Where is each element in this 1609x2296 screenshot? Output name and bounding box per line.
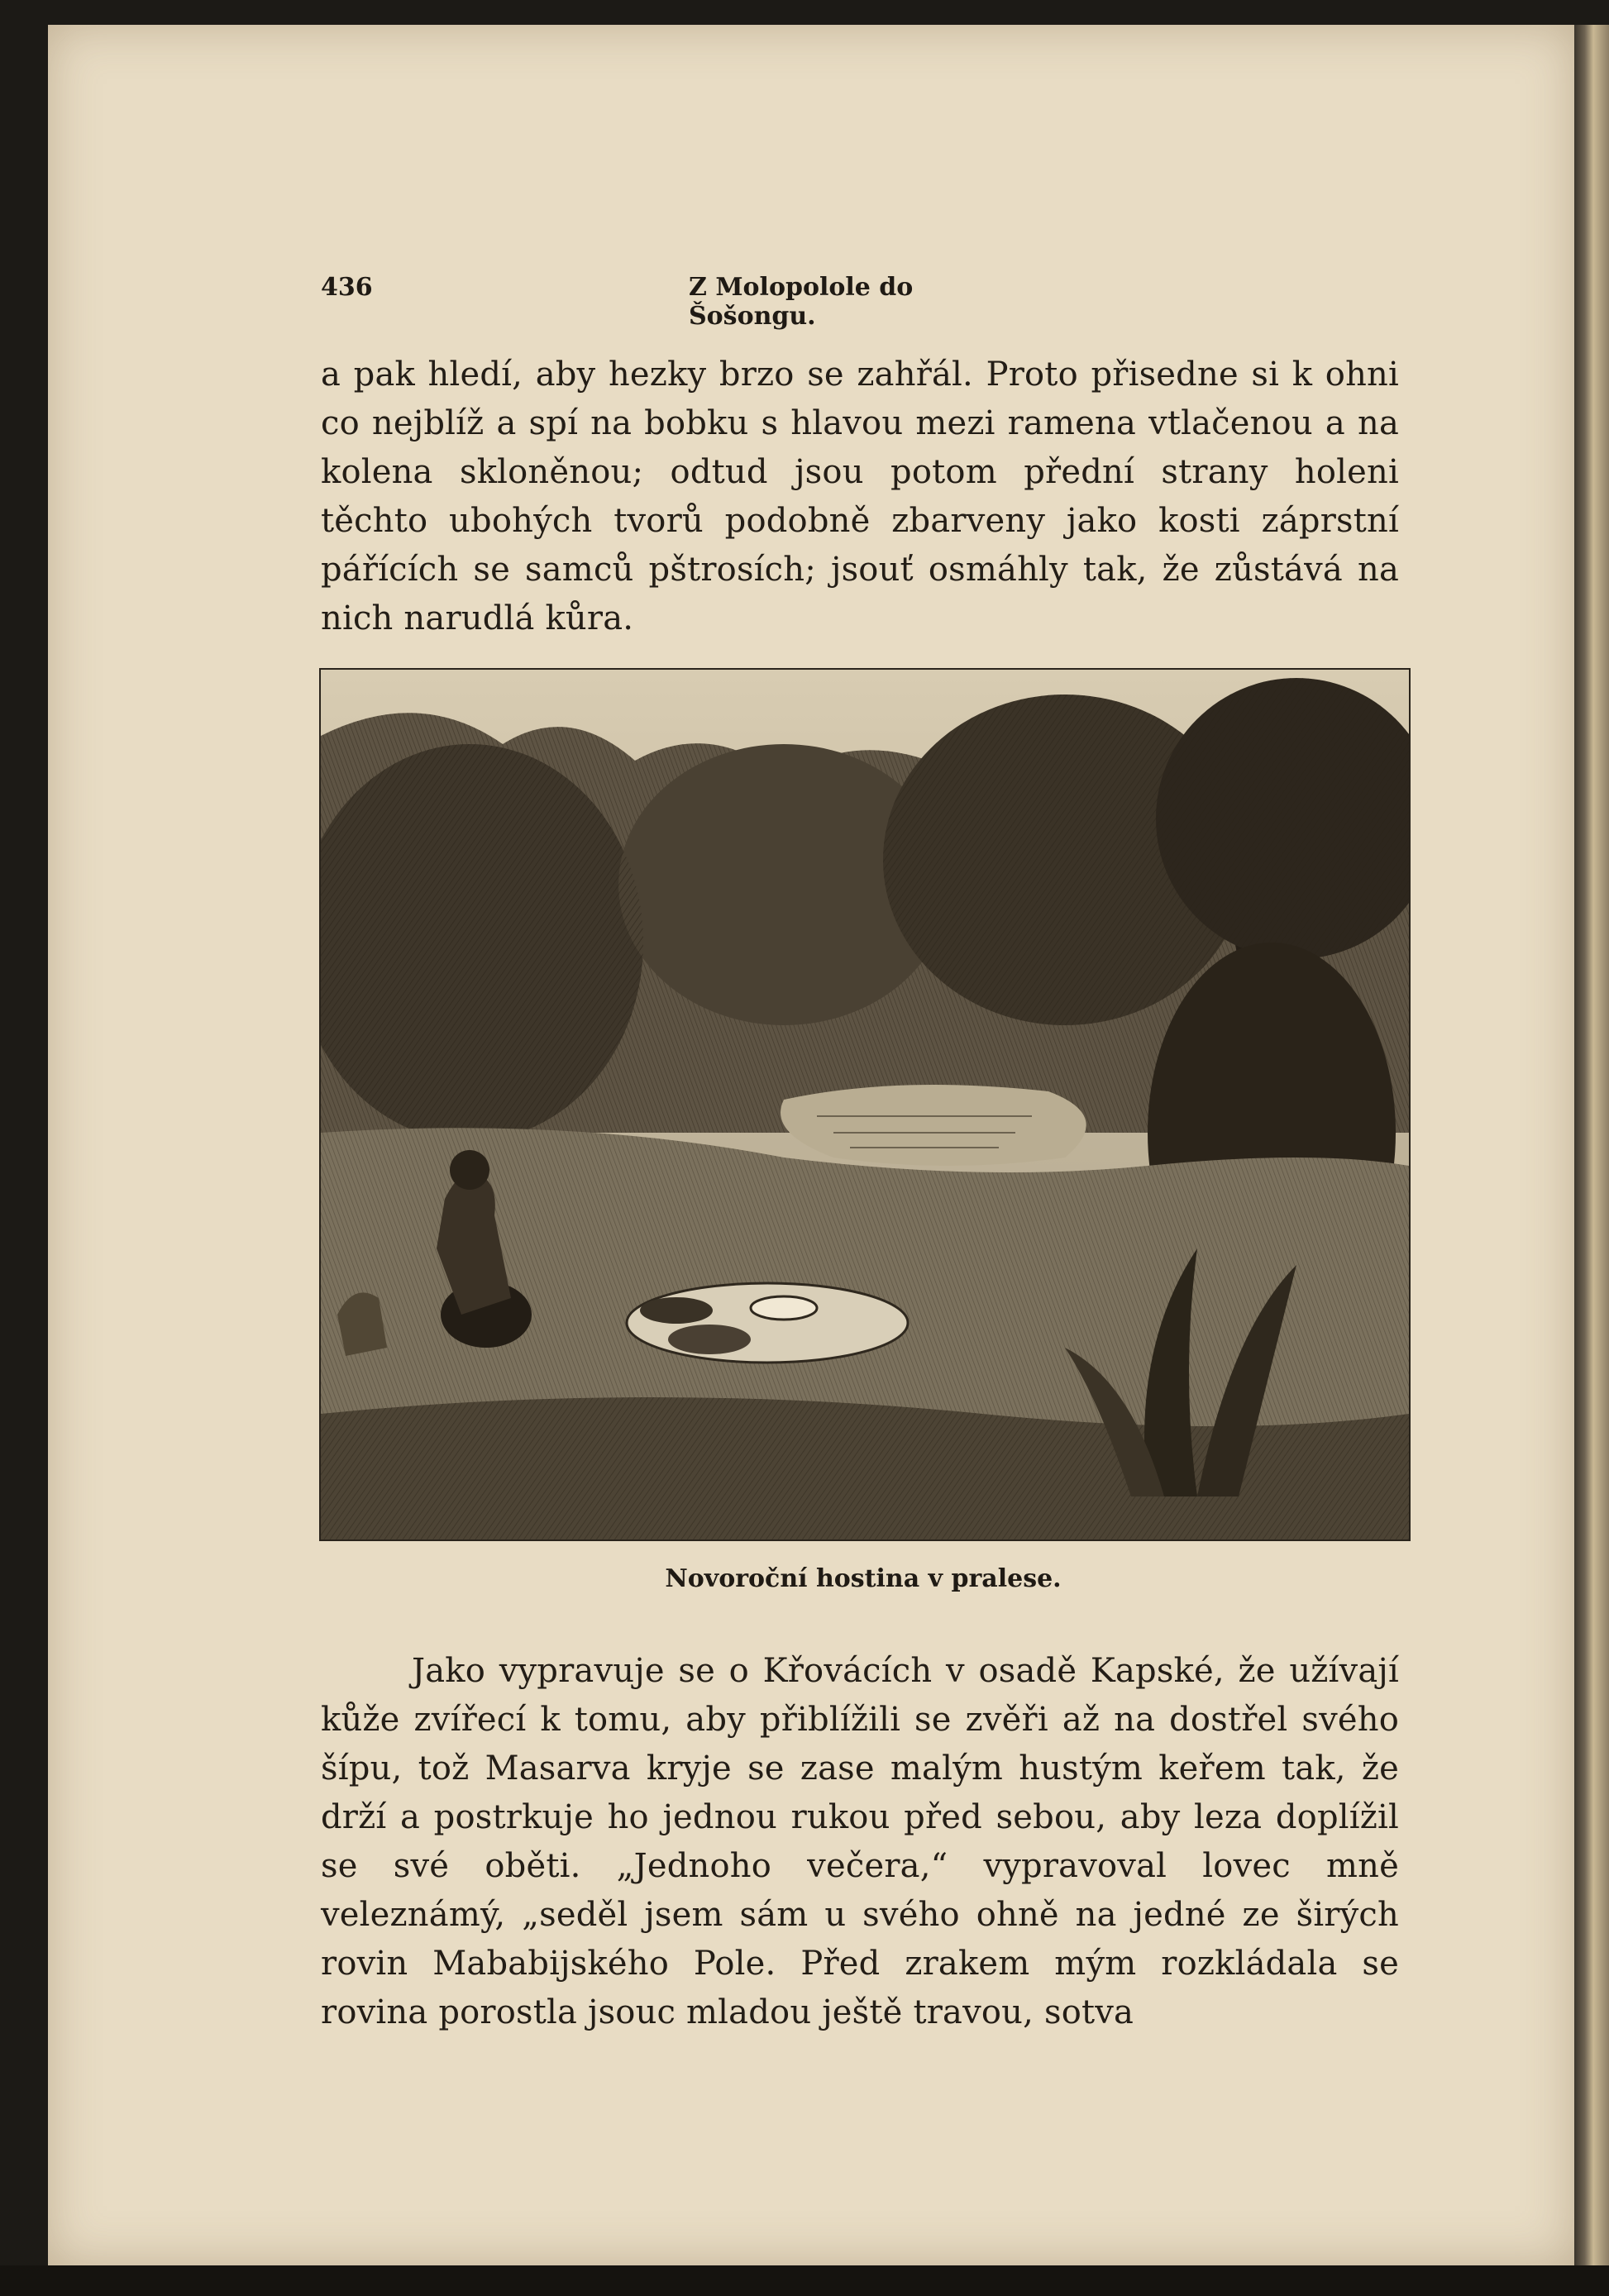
paragraph-2: Jako vypravuje se o Křovácích v osadě Kapské, že užívají kůže zvířecí k tomu, aby přiblížili se zvěři až na dostřel svého šípu, tož Masarva kryje se zase malým hustým keřem tak, že drží a postrkuje ho jednou rukou před sebou, aby leza doplížil se své oběti. „Jednoho večera,“ vypravoval lovec mně veleznámý, „seděl jsem sám u svého ohně na jedné ze širých rovin Mababijského Pole. Před zrakem mým rozkládala se rovina porostla jsouc mladou ještě travou, sotva xyxy=(321,1652,1399,2031)
page-number: 436 xyxy=(321,273,373,302)
jungle-feast-engraving xyxy=(321,670,1409,1539)
paragraph-1: a pak hledí, aby hezky brzo se zahřál. Proto přisedne si k ohni co nejblíž a spí na bobku s hlavou mezi ramena vtlačenou a na kolena skloněnou; odtud jsou potom přední strany holeni těchto ubohých tvorů podobně zbarveny jako kosti záprstní pářících se samců pštrosích; jsouť osmáhly tak, že zůstává na nich narudlá kůra. xyxy=(321,356,1399,637)
engraving-illustration xyxy=(319,668,1411,1541)
scan-border xyxy=(0,2265,1609,2296)
running-title: Z Molopolole do Šošongu. xyxy=(689,273,914,331)
figure-caption: Novoroční hostina v pralese. xyxy=(665,1564,1062,1593)
page-edge xyxy=(1574,25,1609,2296)
page-header xyxy=(321,266,1032,331)
